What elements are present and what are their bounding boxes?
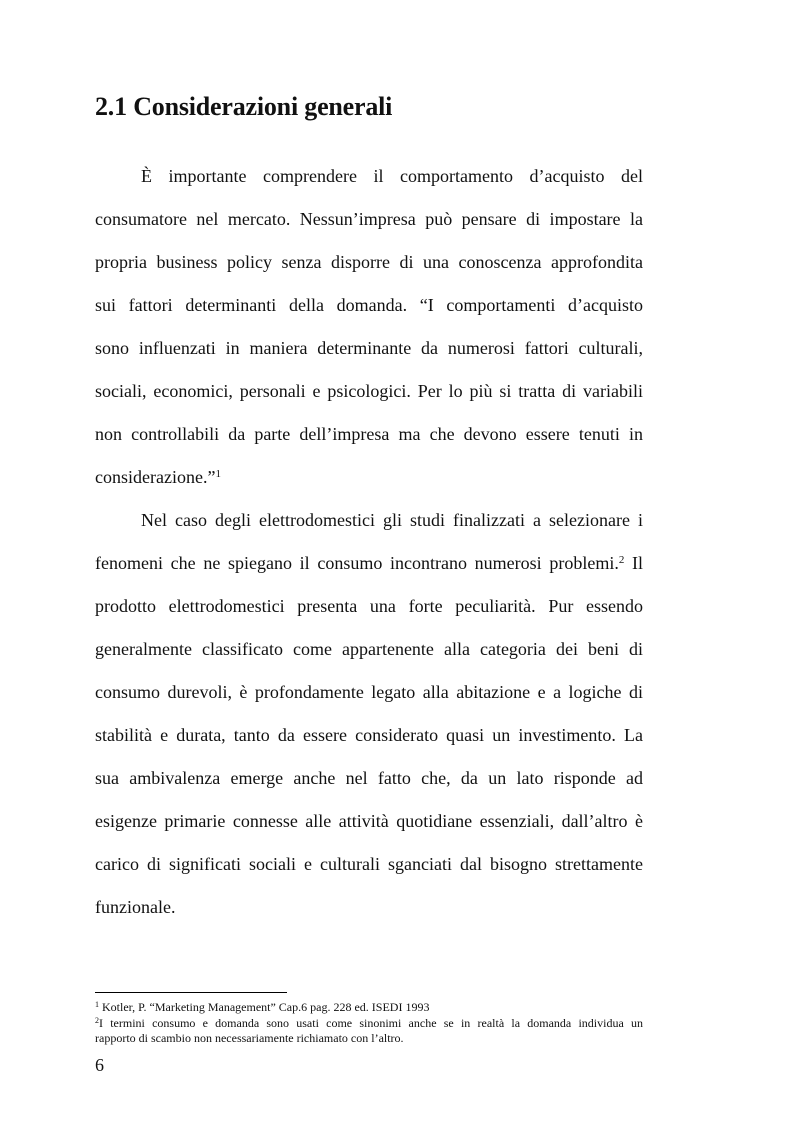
text-line: generalmente classificato come appartenente alla categoria dei beni di: [95, 639, 643, 659]
text-fragment: Il: [632, 553, 644, 573]
footnote-number: 2: [95, 1016, 99, 1025]
text-line: esigenze primarie connesse alle attività quotidiane essenziali, dall’altro è: [95, 811, 643, 831]
text-line: [95, 551, 643, 575]
footnote-2: [95, 1016, 643, 1030]
section-title: 2.1 Considerazioni generali: [95, 92, 393, 121]
footnote-text: Kotler, P. “Marketing Management” Cap.6 pag. 228 ed. ISEDI 1993: [102, 1000, 430, 1014]
footnote-2-continuation: rapporto di scambio non necessariamente richiamato con l’altro.: [95, 1031, 404, 1045]
text-line: [95, 465, 643, 489]
text-line: propria business policy senza disporre di una conoscenza approfondita: [95, 252, 643, 272]
text-line: sui fattori determinanti della domanda. “I comportamenti d’acquisto: [95, 295, 643, 315]
text-line: carico di significati sociali e culturali sganciati dal bisogno strettamente: [95, 854, 643, 874]
text-line: non controllabili da parte dell’impresa ma che devono essere tenuti in: [95, 424, 643, 444]
text-fragment: considerazione.”: [95, 467, 216, 487]
text-line: stabilità e durata, tanto da essere considerato quasi un investimento. La: [95, 725, 643, 745]
text-line: Nel caso degli elettrodomestici gli studi finalizzati a selezionare i: [141, 510, 643, 530]
text-line: consumo durevoli, è profondamente legato alla abitazione e a logiche di: [95, 682, 643, 702]
footnote-ref-2: 2: [618, 554, 625, 566]
text-line: sono influenzati in maniera determinante da numerosi fattori culturali,: [95, 338, 643, 358]
text-line: È importante comprendere il comportamento d’acquisto del: [141, 166, 643, 186]
text-line: funzionale.: [95, 897, 176, 917]
footnote-1: [95, 1000, 643, 1014]
text-line: sua ambivalenza emerge anche nel fatto che, da un lato risponde ad: [95, 768, 643, 788]
footnote-ref-1: 1: [215, 468, 221, 480]
page-number: 6: [95, 1055, 104, 1075]
footnote-number: 1: [95, 1000, 99, 1009]
text-line: prodotto elettrodomestici presenta una forte peculiarità. Pur essendo: [95, 596, 643, 616]
text-fragment: fenomeni che ne spiegano il consumo incontrano numerosi problemi.: [95, 553, 619, 573]
text-line: consumatore nel mercato. Nessun’impresa può pensare di impostare la: [95, 209, 643, 229]
text-line: sociali, economici, personali e psicologici. Per lo più si tratta di variabili: [95, 381, 643, 401]
footnote-text: I termini consumo e domanda sono usati come sinonimi anche se in realtà la domanda individua un: [99, 1016, 643, 1030]
footnote-separator: [95, 992, 287, 993]
